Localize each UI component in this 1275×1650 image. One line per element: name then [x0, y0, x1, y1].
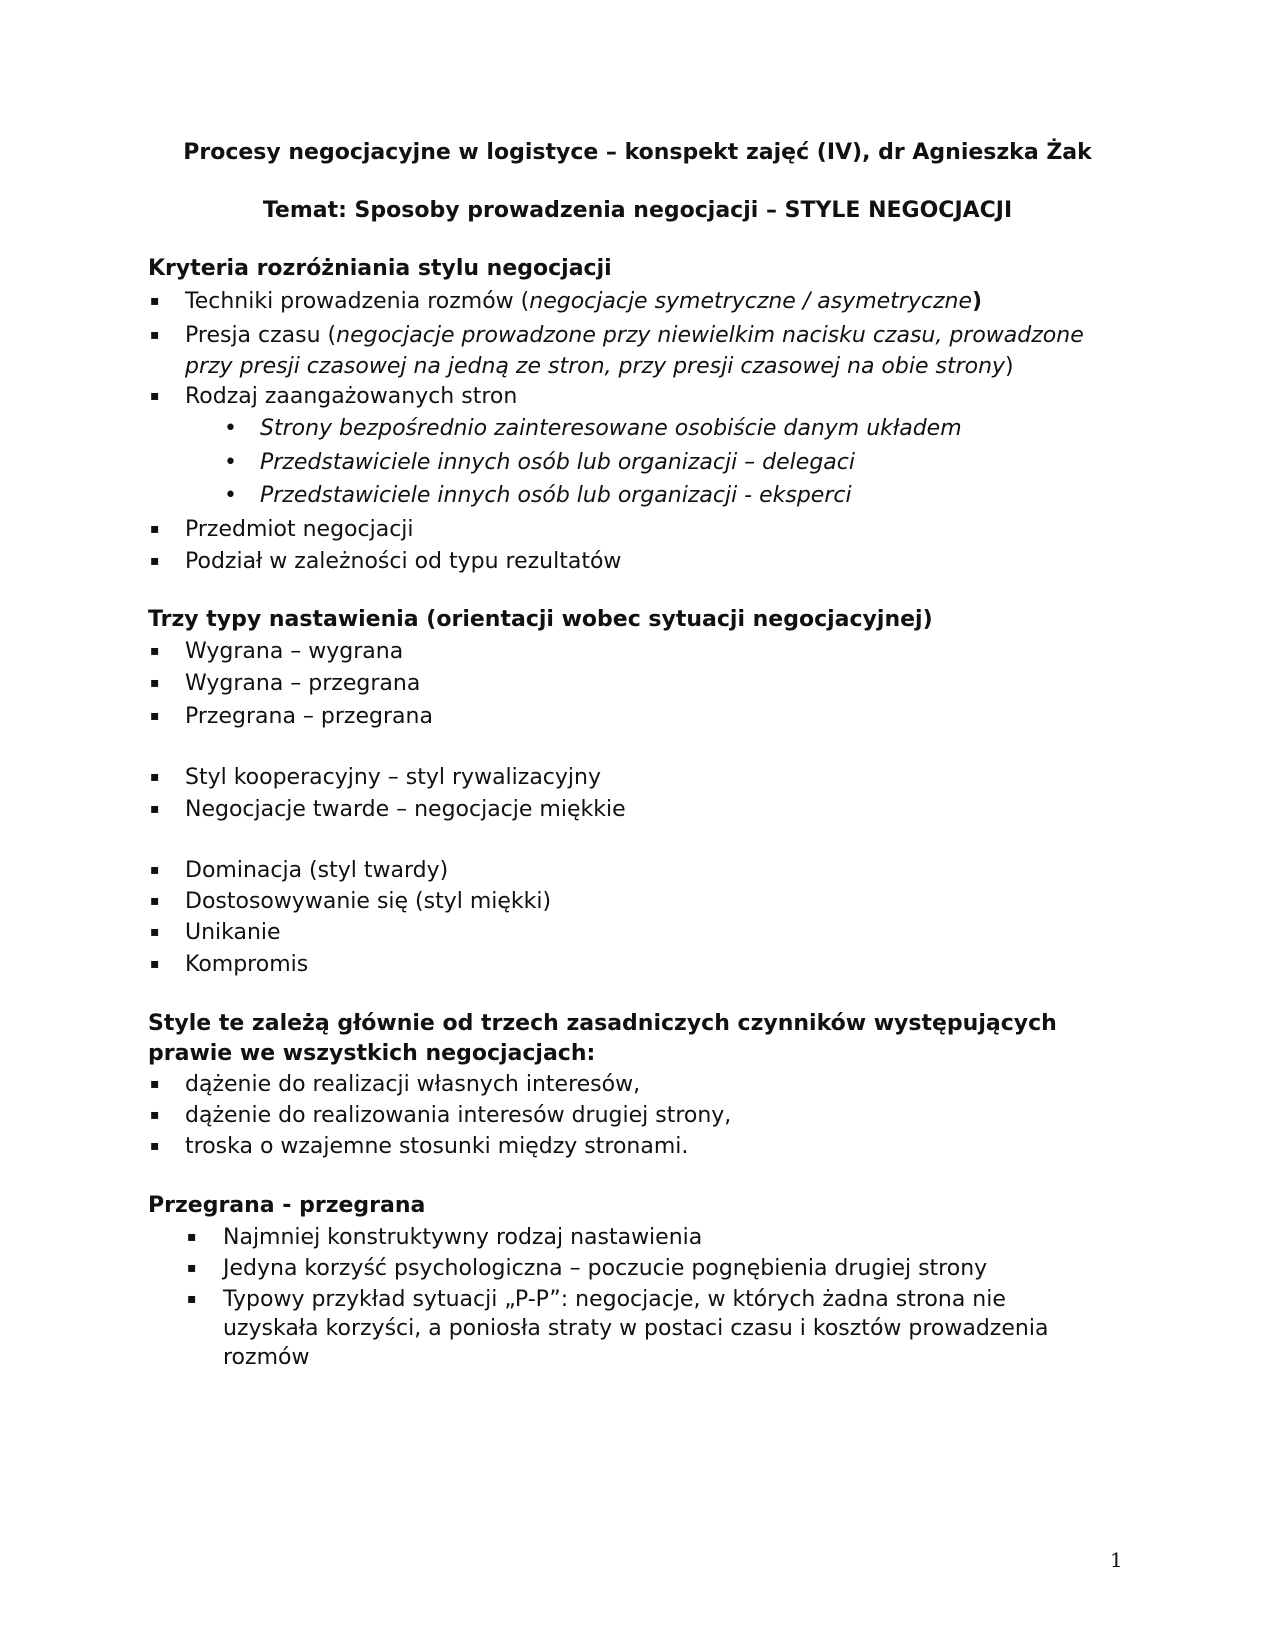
list-item: [150, 949, 1125, 980]
bullet-square-icon: ▪: [150, 893, 160, 909]
item-text: Wygrana – przegrana: [185, 671, 421, 696]
bullet-square-icon: ▪: [187, 1229, 197, 1245]
item-text: Dominacja (styl twardy): [185, 858, 449, 883]
bullet-square-icon: ▪: [150, 675, 160, 691]
bullet-square-icon: ▪: [150, 924, 160, 940]
bullet-dot-icon: •: [224, 416, 237, 441]
bullet-square-icon: ▪: [150, 1138, 160, 1154]
item-text: Najmniej konstruktywny rodzaj nastawienia: [223, 1225, 703, 1250]
list-item: [150, 381, 1125, 412]
list-item: [150, 320, 1085, 382]
list-item: [187, 1222, 1103, 1253]
bullet-square-icon: ▪: [150, 388, 160, 404]
bullet-dot-icon: •: [224, 450, 237, 475]
bullet-square-icon: ▪: [150, 862, 160, 878]
item-text: Podział w zależności od typu rezultatów: [185, 549, 622, 574]
item-text: troska o wzajemne stosunki między stronami.: [185, 1134, 689, 1159]
item-text: Techniki prowadzenia rozmów (: [185, 289, 530, 314]
list-item: [150, 1131, 1125, 1162]
bullet-square-icon: ▪: [150, 956, 160, 972]
bullet-square-icon: ▪: [150, 521, 160, 537]
section-heading-orientations: Trzy typy nastawienia (orientacji wobec sytuacji negocjacyjnej): [148, 607, 933, 632]
bullet-square-icon: ▪: [150, 708, 160, 724]
section-heading-factors-line2: prawie we wszystkich negocjacjach:: [148, 1041, 596, 1066]
list-item: [150, 514, 1125, 545]
item-text: Przedstawiciele innych osób lub organizacji - eksperci: [260, 483, 852, 508]
list-item: [150, 794, 1125, 825]
list-item: [187, 1285, 1083, 1372]
list-item: [150, 286, 1125, 317]
item-text: Typowy przykład sytuacji „P-P”: negocjacje, w których żadna strona nie uzyskała korzyści, a poniosła straty w postaci czasu i kosztów prowadzenia rozmów: [223, 1287, 1049, 1370]
item-text: Dostosowywanie się (styl miękki): [185, 889, 552, 914]
bullet-square-icon: ▪: [150, 643, 160, 659]
section-heading-factors: Style te zależą głównie od trzech zasadniczych czynników występujących: [148, 1011, 1057, 1036]
bullet-square-icon: ▪: [150, 1076, 160, 1092]
list-item: [150, 636, 1125, 667]
sub-list-item: [224, 447, 1140, 478]
item-text: Przedstawiciele innych osób lub organizacji – delegaci: [260, 450, 855, 475]
document-subtitle: Temat: Sposoby prowadzenia negocjacji – STYLE NEGOCJACJI: [262, 198, 1013, 223]
section-heading-lose-lose: Przegrana - przegrana: [148, 1193, 426, 1218]
list-item: [150, 668, 1125, 699]
page-number: 1: [1110, 1548, 1123, 1572]
item-text: Unikanie: [185, 920, 281, 945]
bullet-square-icon: ▪: [187, 1260, 197, 1276]
item-text: Wygrana – wygrana: [185, 639, 404, 664]
item-text-italic: negocjacje prowadzone przy niewielkim nacisku czasu, prowadzone przy presji czasowej na jedną ze stron, przy presji czasowej na obie strony: [185, 323, 1084, 379]
bullet-square-icon: ▪: [150, 769, 160, 785]
list-item: [150, 855, 1125, 886]
sub-list-item: [224, 413, 1140, 444]
item-text: ): [971, 289, 983, 314]
item-text: Przedmiot negocjacji: [185, 517, 414, 542]
list-item: [150, 1069, 1125, 1100]
bullet-square-icon: ▪: [150, 1107, 160, 1123]
item-text: Przegrana – przegrana: [185, 704, 433, 729]
list-item: [150, 886, 1125, 917]
list-item: [150, 546, 1125, 577]
item-text: dążenie do realizowania interesów drugiej strony,: [185, 1103, 732, 1128]
item-text: Styl kooperacyjny – styl rywalizacyjny: [185, 765, 601, 790]
item-text-italic: negocjacje symetryczne / asymetryczne: [529, 289, 972, 314]
item-text: ): [1005, 354, 1014, 379]
item-text: Strony bezpośrednio zainteresowane osobiście danym układem: [260, 416, 962, 441]
list-item: [150, 917, 1125, 948]
section-heading-criteria: Kryteria rozróżniania stylu negocjacji: [148, 256, 612, 281]
list-item: [150, 1100, 1125, 1131]
bullet-square-icon: ▪: [150, 553, 160, 569]
item-text: Rodzaj zaangażowanych stron: [185, 384, 518, 409]
item-text: dążenie do realizacji własnych interesów,: [185, 1072, 641, 1097]
list-item: [150, 701, 1125, 732]
item-text: Jedyna korzyść psychologiczna – poczucie pognębienia drugiej strony: [223, 1256, 988, 1281]
list-item: [150, 762, 1125, 793]
sub-list-item: [224, 480, 1140, 511]
bullet-square-icon: ▪: [150, 801, 160, 817]
item-text: Negocjacje twarde – negocjacje miękkie: [185, 797, 626, 822]
list-item: [187, 1253, 1103, 1284]
bullet-dot-icon: •: [224, 483, 237, 508]
bullet-square-icon: ▪: [150, 327, 160, 343]
document-title: Procesy negocjacyjne w logistyce – konspekt zajęć (IV), dr Agnieszka Żak: [183, 140, 1092, 165]
bullet-square-icon: ▪: [187, 1291, 197, 1307]
bullet-square-icon: ▪: [150, 293, 160, 309]
item-text: Kompromis: [185, 952, 309, 977]
item-text: Presja czasu (: [185, 323, 337, 348]
